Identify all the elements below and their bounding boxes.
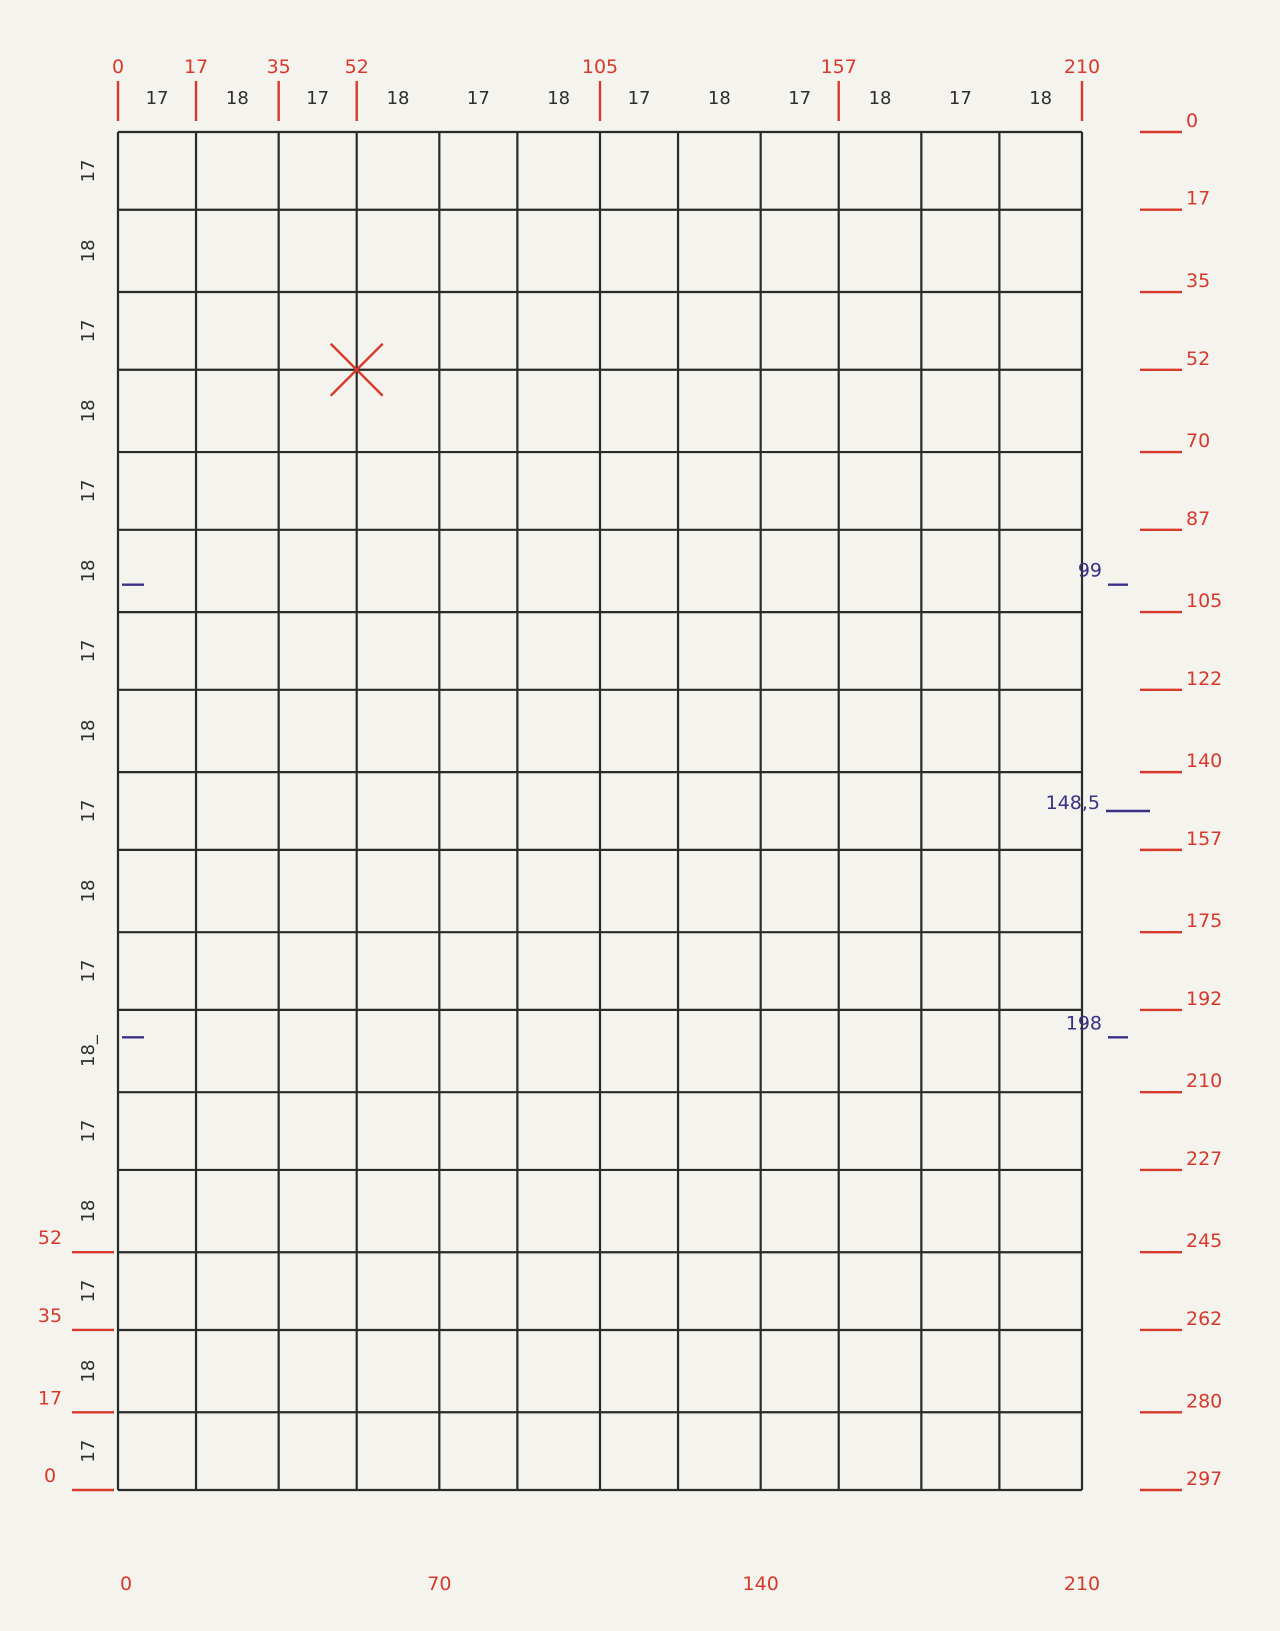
right-red-label: 245: [1186, 1230, 1223, 1253]
right-red-label: 52: [1186, 347, 1211, 370]
right-red-label: 262: [1186, 1307, 1223, 1330]
row-height-label: 18: [78, 1199, 99, 1223]
bottom-axis-label: 0: [119, 1573, 133, 1595]
bottom-axis-label: 70: [427, 1573, 452, 1595]
left-red-label: 17: [37, 1387, 63, 1410]
column-width-label: 17: [627, 88, 651, 109]
row-height-label: 17: [78, 799, 99, 823]
row-height-label: 18: [78, 399, 99, 423]
column-width-label: 18: [707, 88, 731, 109]
right-red-label: 140: [1186, 750, 1223, 773]
row-height-label: 17: [78, 1279, 99, 1303]
blue-marks: [122, 560, 1150, 1038]
column-width-label: 18: [547, 88, 571, 109]
row-height-label: 18: [78, 1359, 99, 1383]
top-red-label: 35: [266, 56, 291, 78]
right-red-label: 192: [1186, 987, 1223, 1010]
top-red-label: 0: [111, 56, 125, 78]
row-height-label: 18: [78, 559, 99, 583]
column-width-label: 17: [145, 88, 169, 109]
right-red-label: 17: [1186, 187, 1211, 210]
bottom-axis-label: 210: [1063, 1573, 1101, 1595]
grid-lines: [118, 132, 1082, 1490]
right-red-label: 175: [1186, 910, 1223, 933]
blue-mark-label: 99: [1077, 559, 1102, 582]
row-height-label: 17: [78, 479, 99, 503]
column-width-label: 17: [466, 88, 490, 109]
row-height-label: 17: [78, 959, 99, 983]
column-width-label: 18: [1029, 88, 1053, 109]
left-red-label: 0: [43, 1465, 57, 1487]
right-red-label: 87: [1186, 507, 1211, 530]
column-width-label: 18: [386, 88, 410, 109]
bottom-ruler: [120, 1573, 1100, 1595]
right-red-label: 210: [1186, 1070, 1223, 1093]
top-ruler: [112, 56, 1100, 121]
column-width-label: 17: [948, 88, 972, 109]
right-ruler: [1140, 110, 1222, 1490]
row-height-label: 18: [77, 239, 99, 263]
top-red-label: 105: [581, 56, 619, 78]
column-width-label: 17: [306, 88, 330, 109]
row-height-label: 18_: [78, 1035, 99, 1068]
right-red-label: 105: [1186, 590, 1223, 613]
right-red-label: 157: [1186, 827, 1223, 850]
row-height-label: 17: [78, 159, 99, 183]
blue-mark-label: 148,5: [1045, 792, 1100, 814]
row-height-label: 17: [78, 639, 99, 663]
column-width-label: 18: [868, 88, 892, 109]
column-width-label: 17: [788, 88, 812, 109]
right-red-label: 227: [1186, 1147, 1223, 1170]
top-red-label: 52: [344, 56, 369, 78]
row-height-label: 17: [78, 319, 99, 343]
right-red-label: 70: [1186, 430, 1211, 453]
left-red-label: 35: [37, 1304, 63, 1327]
right-red-label: 122: [1186, 667, 1223, 690]
left-red-label: 52: [37, 1227, 63, 1250]
right-red-label: 297: [1186, 1468, 1223, 1490]
row-height-label: 17: [78, 1439, 99, 1463]
top-red-label: 210: [1063, 56, 1101, 78]
row-height-label: 18: [78, 879, 99, 903]
right-red-label: 0: [1186, 110, 1199, 132]
bottom-axis-label: 140: [742, 1573, 779, 1595]
right-red-label: 280: [1186, 1390, 1223, 1413]
row-height-label: 18: [78, 719, 99, 743]
top-red-label: 17: [183, 56, 209, 78]
blue-mark-label: 198: [1065, 1012, 1102, 1035]
top-red-label: 157: [820, 56, 857, 78]
left-ruler: [38, 159, 114, 1490]
column-width-label: 18: [225, 88, 249, 109]
row-height-label: 17: [78, 1119, 99, 1143]
right-red-label: 35: [1186, 270, 1211, 293]
